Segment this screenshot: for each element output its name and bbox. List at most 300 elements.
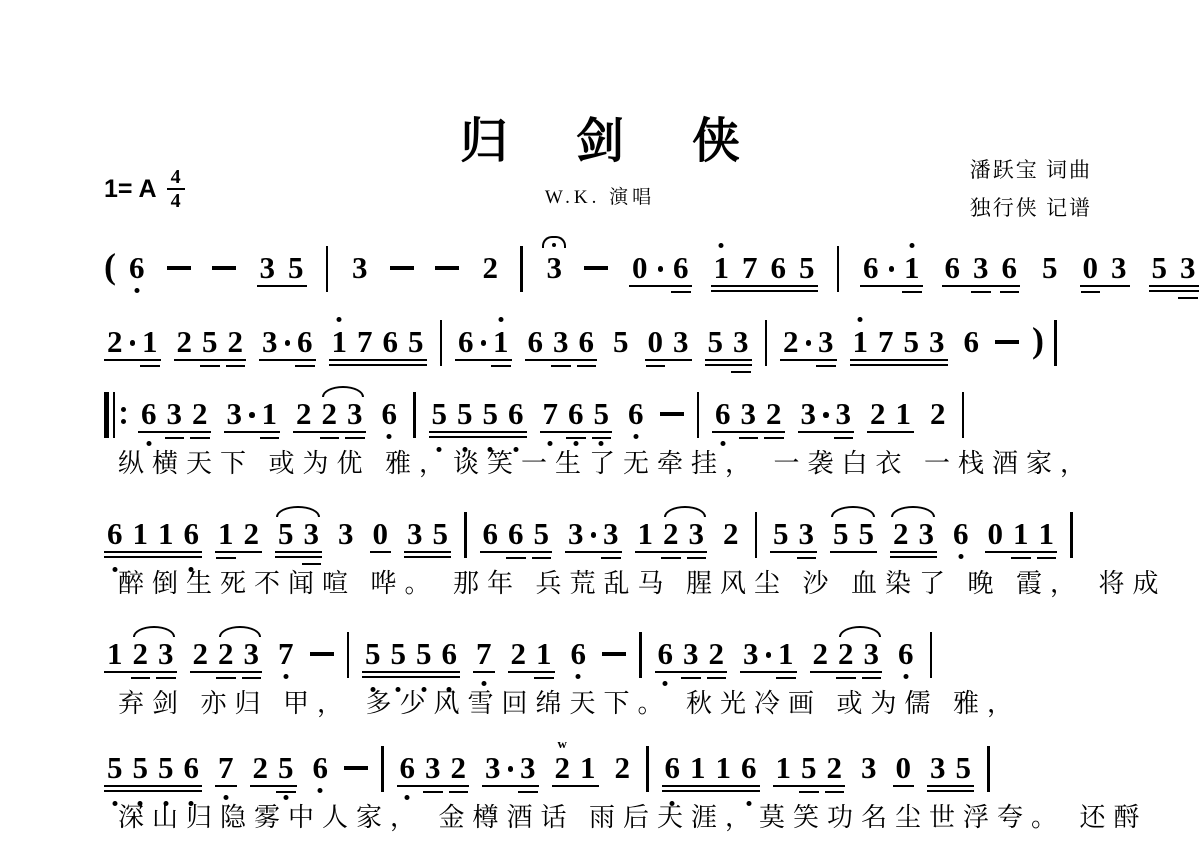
note-digit: 3 [733,324,749,359]
note [476,638,492,669]
note-group [625,398,647,429]
note [373,518,389,549]
low-octave-dot [576,674,581,679]
note [708,326,724,357]
note-digit: 3 [352,250,368,285]
note [365,638,381,669]
note [898,638,914,669]
note-group-inner [720,518,742,549]
note-digit: 3 [835,396,851,431]
note-digit: 6 [183,750,199,785]
note [347,398,363,429]
note [352,252,368,283]
note-group [379,398,401,429]
slur-arc [276,506,320,517]
note [260,252,276,283]
note-group-inner [950,518,972,549]
note [827,752,843,783]
note-digit: 3 [861,750,877,785]
note-group [858,752,880,783]
note-digit: 3 [226,396,242,431]
note [733,326,749,357]
note [442,638,458,669]
note-group [798,398,855,433]
note-group-inner [370,518,392,553]
note-digit: 1 [218,516,234,551]
note-digit: 6 [741,750,757,785]
note [776,752,792,783]
note-digit: 5 [533,516,549,551]
note-group [104,638,177,673]
note-digit: 2 [227,324,243,359]
note [158,518,174,549]
note [742,252,758,283]
note-digit: 2 [663,516,679,551]
note-group-inner [104,752,202,787]
note-digit: 5 [593,396,609,431]
note-digit: 6 [129,250,145,285]
note [534,518,550,549]
note [813,638,829,669]
repeat-dot [121,419,126,424]
note-group-inner [544,252,566,283]
note [1083,252,1099,283]
note-group-inner [895,638,917,669]
note-digit: 2 [826,750,842,785]
note-digit: 2 [783,324,799,359]
composer-credit: 潘跃宝 词曲 [969,158,1092,182]
key-signature: 1= A [104,174,157,203]
low-octave-dot [387,434,392,439]
lyrics-line-2: 醉倒生死不闻喧 哗。 那年 兵荒乱马 腥风尘 沙 血染了 晚 霞， 将成 [118,569,1167,598]
note-group-inner [893,752,915,787]
note-digit: 0 [895,750,911,785]
note-group-inner [293,398,366,433]
note-digit: 5 [955,750,971,785]
note-group [508,638,555,673]
note [338,518,354,549]
note [433,518,449,549]
note [771,252,787,283]
note-digit: 1 [852,324,868,359]
note-digit: 1 [493,324,509,359]
note [416,638,432,669]
note-digit: 5 [1151,250,1167,285]
note-digit: 5 [432,516,448,551]
note-group-inner [335,518,357,549]
note [383,326,399,357]
note-digit: 5 [390,636,406,671]
note-digit: 2 [252,750,268,785]
note [690,752,706,783]
note [988,518,1004,549]
note-group [830,518,877,553]
note-digit: 3 [930,750,946,785]
note [896,398,912,429]
repeat-thick-bar [104,392,109,438]
note-group-inner [568,638,590,669]
note-group [1080,252,1130,287]
note [457,398,473,429]
barline [326,246,329,292]
slur-arc [133,626,175,637]
note [716,752,732,783]
note-group-inner [810,638,883,673]
note-group [610,326,632,357]
barline [962,392,965,438]
note-digit: 1 [536,636,552,671]
barline [837,246,840,292]
note [919,518,935,549]
note [1039,518,1055,549]
note-digit: 2 [723,516,739,551]
barline [1054,320,1057,366]
note [896,752,912,783]
note-group [770,518,817,553]
note-group-inner [508,638,555,673]
note [511,638,527,669]
note-group [655,638,728,673]
note [648,326,664,357]
note [133,752,149,783]
note-digit: 6 [1001,250,1017,285]
note-group-inner [1080,252,1130,287]
note-group [867,398,914,433]
barline [464,512,467,558]
high-octave-dot [858,317,863,322]
note-group [773,752,846,787]
note-group-inner [126,252,148,283]
note-digit: 7 [742,250,758,285]
note [930,398,946,429]
note-digit: 2 [554,750,570,785]
note-digit: 5 [365,636,381,671]
note-group [612,752,634,783]
note-digit: 1 [158,516,174,551]
note-group [890,518,937,558]
note-group-inner [397,752,470,787]
note-group [568,638,590,669]
note-digit: 3 [303,516,319,551]
note [741,398,757,429]
note [547,252,563,283]
dash-duration-mark [995,340,1019,344]
note-group [215,752,237,787]
note-group [645,326,692,361]
note-digit: 2 [930,396,946,431]
barline [987,746,990,792]
dash-duration-mark [310,652,334,656]
note [296,398,312,429]
note-digit: 2 [192,396,208,431]
note [683,638,699,669]
low-octave-dot [112,801,117,806]
barline [765,320,768,366]
note-group [895,638,917,669]
note-digit: 6 [673,250,689,285]
note [838,638,854,669]
note [929,326,945,357]
dash-duration-mark [435,266,459,270]
note-group-inner [104,326,161,361]
note-group-inner [798,398,855,433]
note [218,638,234,669]
augmentation-dot [889,266,895,272]
note [1180,252,1196,283]
note [571,638,587,669]
note [228,326,244,357]
note-group-inner [780,326,837,361]
note-group [544,252,566,283]
note-group [860,252,923,287]
note-digit: 5 [707,324,723,359]
note-digit: 5 [158,750,174,785]
note-digit: 6 [297,324,313,359]
note [536,638,552,669]
note-group-inner [850,326,948,361]
note-digit: 2 [321,396,337,431]
note-digit: 6 [570,636,586,671]
note-group [138,398,211,433]
note-group-inner [455,326,512,361]
slur-arc [891,506,935,517]
note [893,518,909,549]
augmentation-dot [658,266,664,272]
note-digit: 1 [904,250,920,285]
note-group [712,398,785,433]
note-group-inner [961,326,983,357]
note [158,638,174,669]
note [322,398,338,429]
note-digit: 6 [963,324,979,359]
barline [755,512,758,558]
note-group [224,398,281,433]
note-digit: 3 [603,516,619,551]
note [801,398,817,429]
note-digit: 2 [893,516,909,551]
note [663,518,679,549]
note-group [329,326,427,366]
note-group [349,252,371,283]
note-digit: 3 [798,516,814,551]
note-digit: 7 [542,396,558,431]
note [778,638,794,669]
note-group [780,326,837,361]
note-digit: 2 [708,636,724,671]
slur-arc [839,626,881,637]
note-group [104,752,202,792]
note [973,252,989,283]
note-group-inner [985,518,1058,553]
note-digit: 7 [357,324,373,359]
note [773,518,789,549]
note-digit: 5 [482,396,498,431]
note [714,252,730,283]
note-group-inner [257,252,307,287]
note-digit: 2 [176,324,192,359]
augmentation-dot [591,532,597,538]
note [177,326,193,357]
note-digit: 2 [614,750,630,785]
note-group-inner [645,326,692,361]
note-group-inner [740,638,797,673]
note-digit: 3 [973,250,989,285]
note-group [257,252,307,287]
note-digit: 1 [775,750,791,785]
note-digit: 3 [520,750,536,785]
note [483,252,499,283]
note [615,752,631,783]
note [451,752,467,783]
note-digit: 5 [416,636,432,671]
note [673,326,689,357]
note-digit: 6 [770,250,786,285]
note [278,518,294,549]
note [520,752,536,783]
note-digit: 0 [372,516,388,551]
note-group-inner [174,326,247,361]
low-octave-dot [903,674,908,679]
note-group [259,326,316,361]
barline [347,632,350,678]
note-digit: 2 [510,636,526,671]
note [580,752,596,783]
note [129,252,145,283]
note-digit: 1 [637,516,653,551]
note [262,398,278,429]
note-group-inner [480,518,553,553]
dash-duration-mark [344,766,368,770]
note-digit: 6 [715,396,731,431]
note-group-inner [890,518,937,553]
note-group-inner [473,638,495,673]
note-digit: 0 [1082,250,1098,285]
note-digit: 2 [107,324,123,359]
note-group [740,638,797,673]
note-digit: 6 [382,324,398,359]
note-group-inner [830,518,877,553]
music-line-4 [104,518,1086,558]
note-digit: 1 [261,396,277,431]
barline [639,632,642,678]
note-group [480,518,553,553]
note [638,518,654,549]
transcriber-credit: 独行侠 记谱 [969,195,1092,220]
note-digit: 3 [683,636,699,671]
note-digit: 3 [800,396,816,431]
note-group-inner [705,326,752,361]
note-group-inner [858,752,880,783]
barline [646,746,649,792]
note [193,638,209,669]
note [202,326,218,357]
note-group-inner [610,326,632,357]
note-digit: 3 [553,324,569,359]
high-octave-dot [719,243,724,248]
note [107,638,123,669]
note-group [275,638,297,669]
high-octave-dot [337,317,342,322]
augmentation-dot [806,340,812,346]
note-digit: 1 [107,636,123,671]
augmentation-dot [130,340,136,346]
note-group [429,398,527,438]
note-digit: 6 [312,750,328,785]
dash-duration-mark [212,266,236,270]
note [878,326,894,357]
note-digit: 2 [192,636,208,671]
note-group [893,752,915,787]
note [665,752,681,783]
note [408,326,424,357]
augmentation-dot [285,340,291,346]
note-group-inner [224,398,281,433]
note-group [552,736,599,787]
lyrics-line-3: 弃剑 亦归 甲， 多少风雪回绵天下。 秋光冷画 或为儒 雅， [118,689,1022,718]
note [864,638,880,669]
note-group-inner [525,326,598,361]
note-group-inner [215,518,262,553]
note-group-inner [1149,252,1199,287]
note-digit: 6 [399,750,415,785]
note [107,752,123,783]
note-digit: 0 [987,516,1003,551]
note [632,252,648,283]
note [799,518,815,549]
note [244,638,260,669]
note-digit: 2 [482,250,498,285]
note [425,752,441,783]
dash-duration-mark [167,266,191,270]
low-octave-dot [112,567,117,572]
time-signature-denominator: 4 [170,190,181,212]
note-digit: 5 [801,750,817,785]
note-digit: 5 [408,324,424,359]
note-group [215,518,262,553]
note-digit: 3 [918,516,934,551]
note [904,326,920,357]
note [332,326,348,357]
note-group [942,252,1021,287]
note [603,518,619,549]
note-digit: 3 [863,636,879,671]
note [432,398,448,429]
note-group-inner [215,752,237,787]
note-digit: 5 [773,516,789,551]
note-digit: 2 [812,636,828,671]
note-group [335,518,357,549]
note-group-inner [625,398,647,429]
note-digit: 6 [508,396,524,431]
note [218,518,234,549]
note-group [635,518,708,553]
note [836,398,852,429]
note-group [1149,252,1199,292]
note-digit: 2 [870,396,886,431]
dash-duration-mark [584,266,608,270]
slur-arc [831,506,875,517]
note-group [565,518,622,553]
credits-block [970,152,1092,228]
note-digit: 3 [1180,250,1196,285]
note [1042,252,1058,283]
close-paren: ) [1032,320,1044,360]
note [553,326,569,357]
note-digit: 5 [278,750,294,785]
note-digit: 5 [288,250,304,285]
note-group [250,752,297,787]
note-digit: 1 [713,250,729,285]
